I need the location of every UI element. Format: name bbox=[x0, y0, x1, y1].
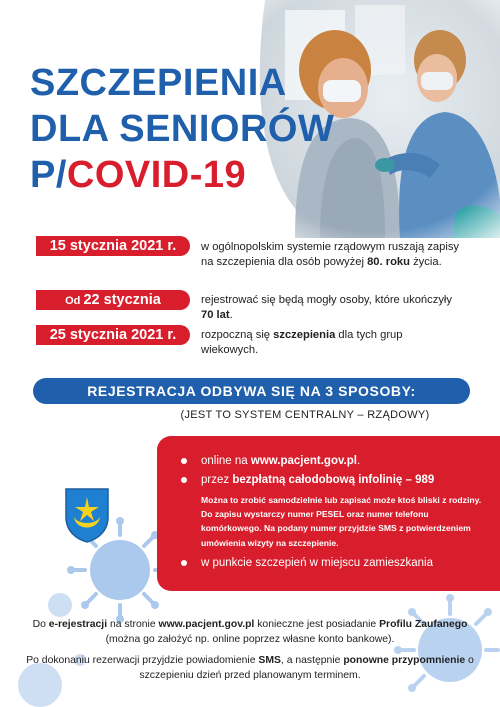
date-badge: Od 22 stycznia bbox=[36, 290, 190, 310]
pacjent-link-footer[interactable]: www.pacjent.gov.pl bbox=[158, 619, 255, 630]
schedule-description: w ogólnopolskim systemie rządowym ruszają zapisy na szczepienia dla osób powyżej 80. roku życia. bbox=[201, 241, 460, 268]
bullet-dot-icon bbox=[181, 477, 187, 483]
hotline-description: Można to zrobić samodzielnie lub zapisać może ktoś bliski z rodziny. Do zapisu wystarczy numer PESEL oraz numer telefonu komórkowego. Na podany numer przyjdzie SMS z potwierdzeniem umówienia wizyty na szczepienie. bbox=[201, 495, 482, 548]
title-line-3 bbox=[30, 152, 334, 198]
title-line-2: DLA SENIORÓW bbox=[30, 108, 335, 150]
title-prefix: P/ bbox=[30, 154, 67, 196]
registration-heading: REJESTRACJA ODBYWA SIĘ NA 3 SPOSOBY: bbox=[33, 378, 470, 404]
bullet-dot-icon bbox=[181, 458, 187, 464]
date-badge: 15 stycznia 2021 r. bbox=[36, 236, 190, 256]
schedule-description: rejestrować się będą mogły osoby, które ukończyły 70 lat. bbox=[201, 294, 453, 321]
pacjent-link[interactable]: www.pacjent.gov.pl bbox=[250, 455, 357, 467]
bullet-dot-icon bbox=[181, 560, 187, 566]
poster-title bbox=[30, 60, 334, 198]
registration-methods-box: online na www.pacjent.gov.pl. przez bezpłatną całodobową infolinię – 989 Można to zrobić samodzielnie lub zapisać może ktoś bliski z rodziny. Do zapisu wystarczy numer PESEL oraz numer telefonu komórkowego. Na podany numer przyjdzie SMS z potwierdzeniem umówienia wizyty na szczepienie. w punkcie szczepień w miejscu zamieszkania bbox=[157, 436, 500, 591]
footer-note-profile: Do e-rejestracji na stronie www.pacjent.gov.pl konieczne jest posiadanie Profilu Zaufanego (można go założyć np. online poprzez własne konto bankowe). bbox=[32, 619, 468, 645]
date-badge: 25 stycznia 2021 r. bbox=[36, 325, 190, 345]
footer-notes bbox=[20, 617, 480, 689]
registration-subheading: (JEST TO SYSTEM CENTRALNY – RZĄDOWY) bbox=[180, 409, 430, 421]
footer-note-sms: Po dokonaniu rezerwacji przyjdzie powiadomienie SMS, a następnie ponowne przypomnienie o szczepieniu dzień przed planowanym terminem. bbox=[26, 655, 474, 681]
schedule-description: rozpoczną się szczepienia dla tych grup wiekowych. bbox=[201, 329, 403, 356]
title-covid: COVID-19 bbox=[66, 154, 247, 196]
coat-of-arms-icon bbox=[64, 487, 110, 543]
title-line-1: SZCZEPIENIA bbox=[30, 62, 287, 104]
